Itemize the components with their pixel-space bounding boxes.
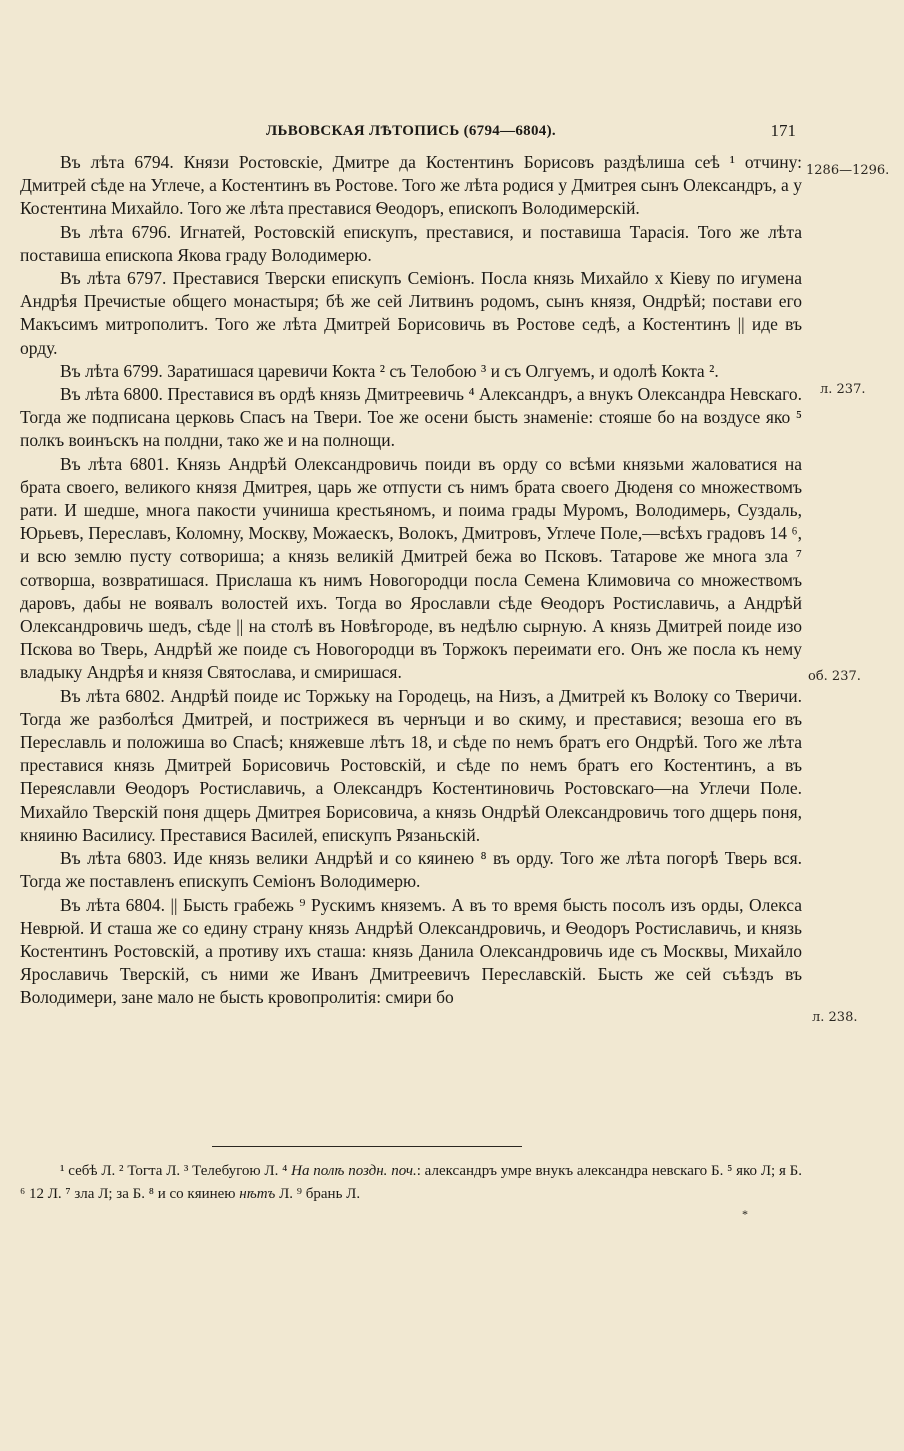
paragraph-6801: Въ лѣта 6801. Князь Андрѣй Олександровичь поиди въ орду со всѣми князьми жаловатися на брата своего, великого князя Дмитрея, царь же отпусти съ нимъ брата своего Дюденя со множествомъ рати. И шедше, многа пакости учиниша крестьяномъ, и поима грады Муромъ, Володимерь, Суздаль, Юрьевъ, Переславъ, Коломну, Москву, Можаескъ, Волокъ, Дмитровъ, Углече Поле,—всѣхъ градовъ 14 ⁶, и всю землю пусту сотвориша; а князь великій Дмитрей бежа во Псковъ. Татарове же многа зла ⁷ сотворша, возвратишася. Прислаша къ нимъ Новогородци посла Семена Климовича со множествомъ даровъ, дабы не воявалъ волостей ихъ. Тогда во Ярославли сѣде Ѳеодоръ Ростиславичь, а Андрѣй Олександровичь шедъ, сѣде || на столѣ въ Новѣгороде, въ недѣлю сырную. А князь Дмитрей поиде изо Пскова во Тверь, Андрѣй же поиде съ Новогородци въ Торжокъ переимати его. Онъ же посла къ нему владыку Андрѣя и князя Святослава, и смиришася.	[20, 453, 802, 683]
paragraph-6802: Въ лѣта 6802. Андрѣй поиде ис Торжьку на Городець, на Низъ, а Дмитрей къ Волоку со Тверичи. Тогда же разболѣся Дмитрей, и пострижеся въ чернъци и во скиму, и преставися; везоша его въ Переславль и положиша во Спасѣ; княжевше лѣтъ 18, и сѣде по немъ братъ его Ондрѣй. Того же лѣта преставися князь Дмитрей Борисовичь Ростовскій, и сѣде по немъ братъ его Костентинъ, а въ Переяславли Ѳеодоръ Ростиславичь, а Олександръ Костентиновичь Ростовскаго—на Углечи Поле. Михайло Тверскій поня дщерь Дмитрея Борисовича, а князь Ондрѣй Олександровичь того дщерь поня, княиню Василису. Преставися Василей, епискупъ Рязаньскій.	[20, 685, 802, 845]
paragraph-6797: Въ лѣта 6797. Преставися Тверски епискупъ Семіонъ. Посла князь Михайло х Кіеву по игумена Андрѣя Пречистые общего монастыря; бѣ же сей Литвинъ родомъ, сынъ князя, Ондрѣй; постави его Макъсимъ митрополитъ. Того же лѣта Дмитрей Борисовичь въ Ростове седѣ, а Костентинъ || иде въ орду.	[20, 268, 802, 358]
paragraph-6800: Въ лѣта 6800. Преставися въ ордѣ князь Дмитреевичь ⁴ Александръ, а внукъ Олександра Невскаго. Тогда же подписана церковь Спасъ на Твери. Тое же осени бысть знаменіе: стояше бо на воздусе яко ⁵ полкъ воинъскъ на полдни, тако же и на полнощи.	[20, 384, 802, 451]
running-title: ЛЬВОВСКАЯ ЛѢТОПИСЬ (6794—6804).	[266, 123, 556, 139]
page-number: 171	[770, 121, 796, 140]
paragraph-6796: Въ лѣта 6796. Игнатей, Ростовскій епискупъ, преставися, и поставиша Тарасія. Того же лѣта поставиша епископа Якова граду Володимерю.	[20, 221, 802, 265]
margin-note-years: 1286—1296.	[806, 163, 890, 178]
margin-note-leaf-237: л. 237.	[820, 382, 866, 397]
footnotes	[20, 1160, 802, 1206]
footnote-text-1: ¹ себѣ Л. ² Тогта Л. ³ Телебугою Л. ⁴	[60, 1163, 292, 1179]
signature-mark: *	[742, 1207, 748, 1221]
paragraph-6803: Въ лѣта 6803. Иде князь велики Андрѣй и со кяинею ⁸ въ орду. Того же лѣта погорѣ Тверь вся. Тогда же поставленъ епискупъ Семіонъ Володимерю.	[20, 848, 802, 892]
footnote-italic-2: нѣтъ	[239, 1186, 276, 1202]
main-text	[20, 151, 802, 1010]
page-header	[20, 121, 802, 145]
paragraph-6794: Въ лѣта 6794. Князи Ростовскіе, Дмитре да Костентинъ Борисовъ раздѣлиша сеѣ ¹ отчину: Дмитрей сѣде на Углече, а Костентинъ въ Ростове. Того же лѣта родися у Дмитрея сынъ Олександръ, а у Костентина Михайло. Того же лѣта преставися Ѳеодоръ, епископъ Володимерскій.	[20, 152, 802, 219]
margin-note-leaf-238: л. 238.	[812, 1010, 858, 1025]
footnote-divider	[212, 1146, 522, 1147]
paragraph-6799: Въ лѣта 6799. Заратишася царевичи Кокта ² съ Телобою ³ и съ Олгуемъ, и одолѣ Кокта ².	[60, 360, 719, 381]
footnote-italic-1: На полѣ поздн. поч.	[291, 1163, 417, 1179]
paragraph-6804: Въ лѣта 6804. || Бысть грабежь ⁹ Рускимъ княземъ. А въ то время бысть посолъ изъ орды, Олекса Неврюй. И сташа же со едину страну князь Андрѣй Олександровичь, и Ѳеодоръ Ростиславичь, и князь Костентинъ Ростовскій, а противу ихъ сташа: князь Данила Олександровичь иде съ Москвы, Михайло Ярославичь Тверскій, съ ними же Иванъ Дмитреевичъ Переславскій. Бысть же сей съѣздъ въ Володимери, зане мало не бысть кровопролитія: смири бо	[20, 894, 802, 1008]
footnote-text-2: : александръ умре внукъ александра невскаго Б. ⁵ яко Л; я Б. ⁶ 12 Л. ⁷ зла Л; за Б. ⁸ и со кяинею	[20, 1163, 802, 1202]
margin-note-verso-237: об. 237.	[808, 669, 861, 684]
footnote-text-3: Л. ⁹ брань Л.	[275, 1186, 361, 1202]
